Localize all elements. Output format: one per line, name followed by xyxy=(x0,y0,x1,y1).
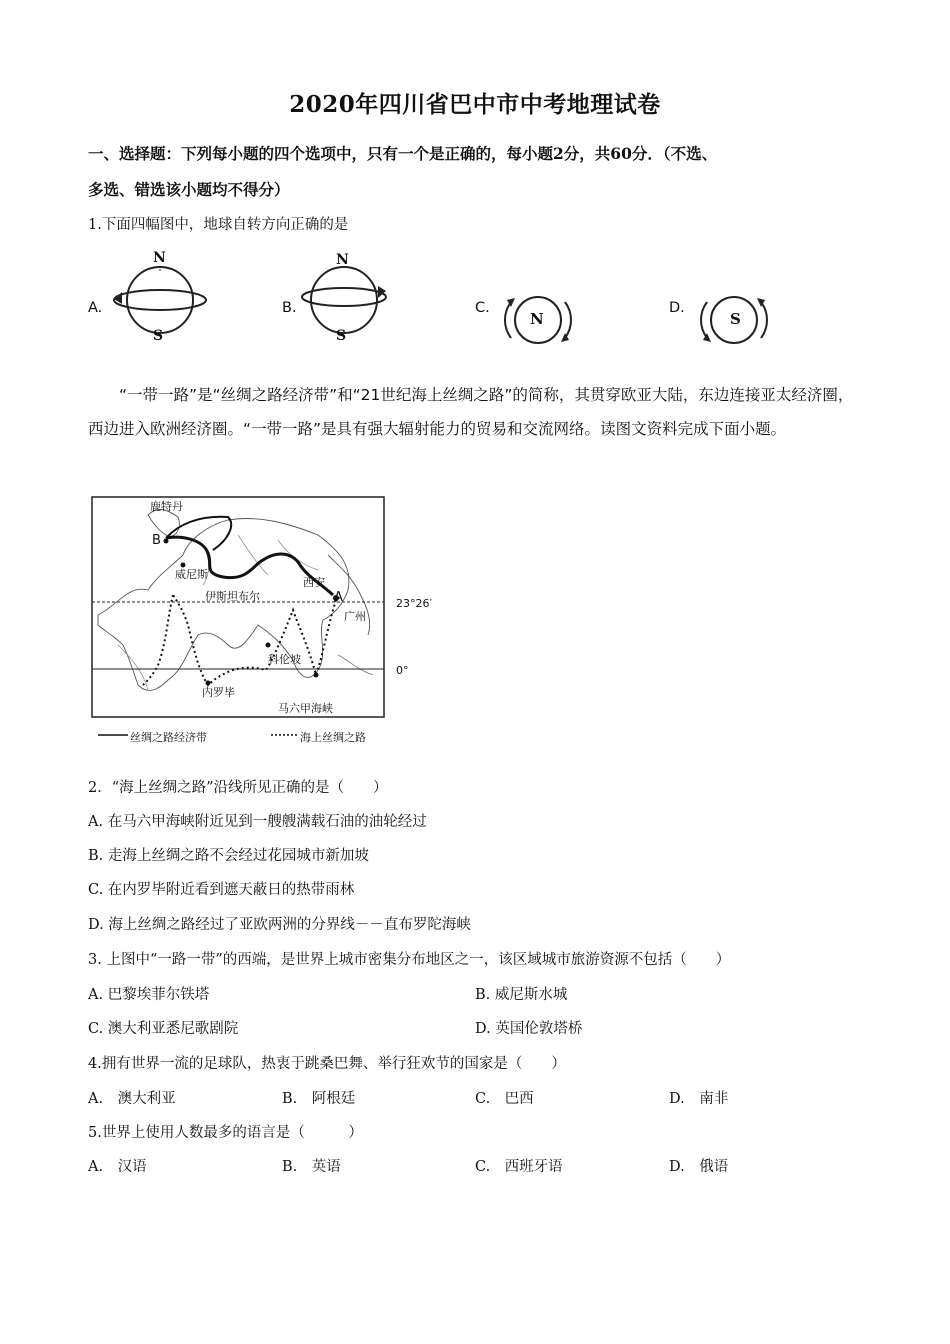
q1-b-south-label: S xyxy=(336,328,347,344)
q1-d-center-label: S xyxy=(730,310,741,328)
map-label-rotterdam: 鹿特丹 xyxy=(150,500,183,513)
map-label-venice: 威尼斯 xyxy=(175,568,208,581)
q2-option-d: D. 海上丝绸之路经过了亚欧两洲的分界线－－直布罗陀海峡 xyxy=(88,917,471,933)
q1-option-b-globe xyxy=(296,250,406,350)
q1-a-north-label: N xyxy=(153,250,166,266)
q3-option-d: D. 英国伦敦塔桥 xyxy=(475,1021,583,1037)
q1-option-a-globe xyxy=(112,250,222,350)
map-label-colombo: 科伦坡 xyxy=(268,653,301,666)
q1-option-c-label: C. xyxy=(475,300,490,316)
q5-option-d: D. 俄语 xyxy=(669,1159,729,1175)
map-legend-sea-route: 海上丝绸之路 xyxy=(300,731,366,744)
q1-option-d-label: D. xyxy=(669,300,685,316)
q5-option-c: C. 西班牙语 xyxy=(475,1159,563,1175)
q3-option-a: A. 巴黎埃菲尔铁塔 xyxy=(88,987,210,1003)
q1-a-south-label: S xyxy=(153,328,164,344)
question-2-stem: 2．“海上丝绸之路”沿线所见正确的是（ ） xyxy=(88,780,388,796)
q5-option-a: A. 汉语 xyxy=(88,1159,147,1175)
map-label-istanbul: 伊斯坦布尔 xyxy=(205,590,260,603)
q5-option-b: B. 英语 xyxy=(282,1159,341,1175)
q4-option-c: C. 巴西 xyxy=(475,1091,534,1107)
q2-option-a: A. 在马六甲海峡附近见到一艘艘满载石油的油轮经过 xyxy=(88,814,427,830)
page-title: 2020年四川省巴中市中考地理试卷 xyxy=(289,91,661,118)
map-label-guangzhou: 广州 xyxy=(344,610,366,623)
question-5-stem: 5.世界上使用人数最多的语言是（ ） xyxy=(88,1125,363,1141)
q4-option-d: D. 南非 xyxy=(669,1091,729,1107)
q3-option-c: C. 澳大利亚悉尼歌剧院 xyxy=(88,1021,239,1037)
q2-option-b: B. 走海上丝绸之路不会经过花园城市新加坡 xyxy=(88,848,369,864)
map-label-tropic: 23°26′ xyxy=(396,597,432,610)
map-label-equator: 0° xyxy=(396,664,409,677)
question-4-stem: 4.拥有世界一流的足球队，热衷于跳桑巴舞、举行狂欢节的国家是（ ） xyxy=(88,1056,566,1072)
reading-passage: “一带一路”是“丝绸之路经济带”和“21世纪海上丝绸之路”的简称，其贯穿欧亚大陆，东边连接亚太经济圈，西边进入欧洲经济圈。“一带一路”是具有强大辐射能力的贸易和交流网络。读图文资料完成下面小题。 xyxy=(88,386,854,438)
map-label-xian: 西安 xyxy=(303,576,325,589)
map-label-nairobi: 内罗毕 xyxy=(202,686,235,699)
map-label-b: B xyxy=(152,533,161,548)
q3-option-b: B. 威尼斯水城 xyxy=(475,987,568,1003)
question-3-stem: 3. 上图中“一路一带”的西端，是世界上城市密集分布地区之一，该区域城市旅游资源不包括（ ） xyxy=(88,952,731,968)
question-1-stem: 1.下面四幅图中，地球自转方向正确的是 xyxy=(88,217,349,233)
map-label-malacca: 马六甲海峡 xyxy=(278,702,333,715)
q1-option-a-label: A. xyxy=(88,300,103,316)
q4-option-b: B. 阿根廷 xyxy=(282,1091,356,1107)
q1-c-center-label: N xyxy=(530,310,544,328)
section-heading-line2: 多选、错选该小题均不得分） xyxy=(88,180,290,199)
q4-option-a: A. 澳大利亚 xyxy=(88,1091,176,1107)
q1-b-north-label: N xyxy=(336,252,349,268)
q1-option-b-label: B. xyxy=(282,300,297,316)
map-legend-land-route: 丝绸之路经济带 xyxy=(130,731,207,744)
section-heading-line1: 一、选择题：下列每小题的四个选项中，只有一个是正确的，每小题2分，共60分．（不选、 xyxy=(88,144,718,163)
q2-option-c: C. 在内罗毕附近看到遮天蔽日的热带雨林 xyxy=(88,882,355,898)
map-label-a: A xyxy=(334,590,343,605)
